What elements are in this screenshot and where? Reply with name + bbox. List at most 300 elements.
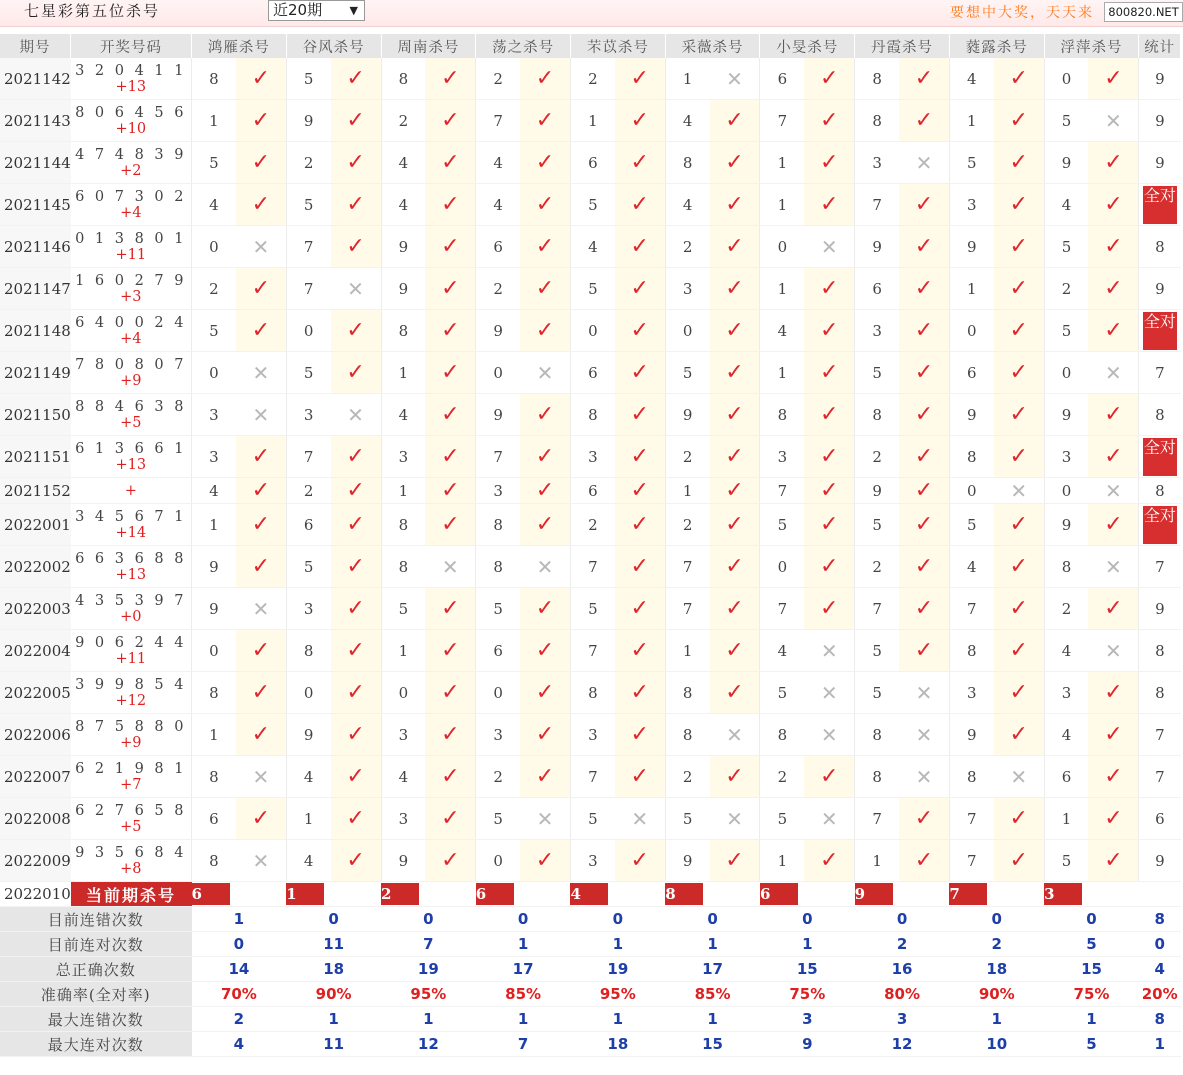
issue-number: 2022006	[0, 714, 71, 756]
check-icon: ✓	[425, 672, 475, 714]
summary-value: 75%	[1044, 982, 1139, 1007]
all-correct-badge: 全对	[1143, 186, 1177, 224]
check-icon: ✓	[804, 504, 854, 546]
kill-number: 0	[192, 226, 236, 268]
summary-row	[0, 1007, 1181, 1032]
page-title: 七星彩第五位杀号	[24, 2, 161, 20]
issue-number: 2022007	[0, 756, 71, 798]
cross-icon: ✕	[1088, 630, 1138, 672]
cross-icon: ✕	[899, 756, 949, 798]
draw-sum: +9	[120, 372, 142, 389]
summary-value: 3	[855, 1007, 950, 1032]
check-icon: ✓	[899, 588, 949, 630]
draw-digits: 6 0 7 3 0 2	[75, 188, 187, 205]
check-icon: ✓	[899, 436, 949, 478]
kill-number: 0	[476, 840, 520, 882]
summary-value: 0	[665, 907, 760, 932]
kill-number: 7	[855, 184, 899, 226]
check-icon: ✓	[994, 184, 1044, 226]
kill-number: 6	[570, 478, 614, 504]
draw-digits: 4 3 5 3 9 7	[75, 592, 187, 609]
check-icon: ✓	[804, 478, 854, 504]
kill-number: 8	[760, 714, 804, 756]
kill-number: 3	[855, 310, 899, 352]
check-icon: ✓	[331, 630, 381, 672]
kill-number: 0	[1044, 478, 1088, 504]
kill-number: 2	[1044, 268, 1088, 310]
kill-number: 5	[286, 546, 330, 588]
table-row	[0, 58, 1181, 100]
summary-label: 总正确次数	[0, 957, 192, 982]
current-pick-cell	[949, 882, 993, 907]
cross-icon: ✕	[994, 478, 1044, 504]
kill-number: 4	[665, 100, 709, 142]
spacer-cell	[804, 882, 854, 907]
summary-value: 18	[286, 957, 381, 982]
draw-numbers	[71, 546, 192, 588]
kill-number: 6	[476, 226, 520, 268]
check-icon: ✓	[615, 352, 665, 394]
draw-numbers	[71, 798, 192, 840]
current-label: 当前期杀号	[71, 882, 192, 907]
summary-value: 12	[381, 1032, 476, 1057]
kill-number: 8	[949, 756, 993, 798]
row-stat: 8	[1139, 630, 1181, 672]
kill-number: 9	[665, 394, 709, 436]
kill-number: 0	[286, 672, 330, 714]
table-row	[0, 394, 1181, 436]
draw-digits: 3 9 9 8 5 4	[75, 676, 187, 693]
check-icon: ✓	[615, 714, 665, 756]
kill-number: 6	[570, 352, 614, 394]
kill-number: 8	[381, 546, 425, 588]
summary-stat: 20%	[1139, 982, 1181, 1007]
issue-number: 2022001	[0, 504, 71, 546]
check-icon: ✓	[331, 352, 381, 394]
check-icon: ✓	[425, 142, 475, 184]
draw-sum: +0	[120, 608, 142, 625]
summary-value: 85%	[476, 982, 571, 1007]
table-row	[0, 546, 1181, 588]
kill-number: 4	[760, 630, 804, 672]
slogan-banner[interactable]: 要想中大奖，天天来	[950, 5, 1094, 21]
draw-digits: 8 7 5 8 8 0	[75, 718, 187, 735]
check-icon: ✓	[520, 478, 570, 504]
check-icon: ✓	[331, 588, 381, 630]
cross-icon: ✕	[804, 226, 854, 268]
kill-number: 1	[381, 478, 425, 504]
summary-value: 85%	[665, 982, 760, 1007]
check-icon: ✓	[994, 226, 1044, 268]
kill-number: 5	[949, 504, 993, 546]
check-icon: ✓	[1088, 672, 1138, 714]
issue-number: 2021148	[0, 310, 71, 352]
kill-number: 8	[855, 58, 899, 100]
summary-stat: 4	[1139, 957, 1181, 982]
draw-numbers	[71, 352, 192, 394]
check-icon: ✓	[331, 100, 381, 142]
kill-number: 2	[286, 142, 330, 184]
current-pick-cell	[665, 882, 709, 907]
check-icon: ✓	[236, 798, 286, 840]
kill-number: 1	[1044, 798, 1088, 840]
check-icon: ✓	[994, 798, 1044, 840]
cross-icon: ✕	[236, 226, 286, 268]
check-icon: ✓	[331, 184, 381, 226]
check-icon: ✓	[1088, 226, 1138, 268]
kill-number: 8	[476, 504, 520, 546]
kill-number: 5	[192, 142, 236, 184]
check-icon: ✓	[520, 714, 570, 756]
draw-numbers	[71, 310, 192, 352]
check-icon: ✓	[710, 394, 760, 436]
check-icon: ✓	[804, 310, 854, 352]
cross-icon: ✕	[994, 756, 1044, 798]
kill-number: 9	[286, 714, 330, 756]
kill-number: 5	[665, 352, 709, 394]
current-pick-cell	[476, 882, 520, 907]
kill-number: 0	[1044, 58, 1088, 100]
check-icon: ✓	[331, 142, 381, 184]
kill-number: 7	[476, 100, 520, 142]
draw-sum: +11	[115, 246, 147, 263]
draw-digits: 6 4 0 0 2 4	[75, 314, 187, 331]
check-icon: ✓	[1088, 310, 1138, 352]
chevron-down-icon: ▼	[349, 4, 358, 17]
check-icon: ✓	[520, 394, 570, 436]
summary-value: 2	[855, 932, 950, 957]
kill-number: 0	[476, 352, 520, 394]
kill-number: 5	[1044, 226, 1088, 268]
summary-value: 1	[476, 932, 571, 957]
kill-number: 4	[949, 58, 993, 100]
summary-value: 0	[570, 907, 665, 932]
check-icon: ✓	[236, 672, 286, 714]
summary-value: 0	[760, 907, 855, 932]
check-icon: ✓	[520, 588, 570, 630]
kill-number: 5	[570, 798, 614, 840]
issue-number: 2021152	[0, 478, 71, 504]
kill-number: 7	[570, 756, 614, 798]
col-header-expert: 浮萍杀号	[1044, 34, 1139, 58]
check-icon: ✓	[710, 546, 760, 588]
kill-number: 7	[570, 546, 614, 588]
current-pick-cell	[760, 882, 804, 907]
kill-number: 1	[570, 100, 614, 142]
check-icon: ✓	[804, 100, 854, 142]
check-icon: ✓	[994, 504, 1044, 546]
cross-icon: ✕	[1088, 352, 1138, 394]
kill-number: 3	[286, 394, 330, 436]
row-stat	[1139, 436, 1181, 478]
kill-number: 4	[381, 756, 425, 798]
kill-number: 5	[476, 798, 520, 840]
kill-number: 3	[665, 268, 709, 310]
draw-digits: 6 1 3 6 6 1	[75, 440, 187, 457]
kill-number: 8	[949, 630, 993, 672]
kill-number: 2	[1044, 588, 1088, 630]
draw-sum: +	[124, 482, 137, 499]
current-kill-number: 6	[760, 883, 798, 905]
check-icon: ✓	[615, 394, 665, 436]
kill-number: 5	[1044, 100, 1088, 142]
check-icon: ✓	[899, 100, 949, 142]
kill-number: 5	[286, 184, 330, 226]
draw-sum: +4	[120, 330, 142, 347]
check-icon: ✓	[236, 546, 286, 588]
kill-number: 7	[949, 840, 993, 882]
draw-numbers	[71, 184, 192, 226]
summary-value: 70%	[192, 982, 287, 1007]
kill-number: 6	[570, 142, 614, 184]
kill-number: 0	[665, 310, 709, 352]
kill-number: 9	[949, 394, 993, 436]
check-icon: ✓	[425, 394, 475, 436]
kill-number: 7	[760, 588, 804, 630]
top-bar	[0, 0, 1183, 27]
cross-icon: ✕	[236, 588, 286, 630]
table-header	[0, 34, 1181, 58]
kill-number: 0	[949, 478, 993, 504]
kill-number: 8	[381, 58, 425, 100]
current-pick-cell	[381, 882, 425, 907]
check-icon: ✓	[994, 546, 1044, 588]
check-icon: ✓	[425, 226, 475, 268]
summary-value: 95%	[381, 982, 476, 1007]
kill-number: 3	[1044, 672, 1088, 714]
check-icon: ✓	[520, 268, 570, 310]
check-icon: ✓	[425, 436, 475, 478]
check-icon: ✓	[520, 840, 570, 882]
kill-number: 0	[760, 546, 804, 588]
check-icon: ✓	[804, 352, 854, 394]
all-correct-badge: 全对	[1143, 438, 1177, 476]
col-header-expert: 谷风杀号	[286, 34, 381, 58]
cross-icon: ✕	[804, 630, 854, 672]
current-kill-number: 7	[949, 883, 987, 905]
row-stat	[1139, 504, 1181, 546]
check-icon: ✓	[615, 588, 665, 630]
kill-number: 1	[665, 478, 709, 504]
summary-value: 1	[665, 1007, 760, 1032]
kill-number: 5	[570, 588, 614, 630]
col-header-expert: 采薇杀号	[665, 34, 760, 58]
draw-sum: +5	[120, 414, 142, 431]
kill-number: 1	[286, 798, 330, 840]
table-row	[0, 226, 1181, 268]
period-select[interactable]	[268, 0, 365, 21]
check-icon: ✓	[425, 352, 475, 394]
check-icon: ✓	[1088, 142, 1138, 184]
kill-number: 7	[286, 226, 330, 268]
check-icon: ✓	[615, 478, 665, 504]
check-icon: ✓	[615, 756, 665, 798]
check-icon: ✓	[615, 310, 665, 352]
spacer-cell	[1088, 882, 1138, 907]
row-stat: 9	[1139, 58, 1181, 100]
table-row	[0, 588, 1181, 630]
kill-number: 6	[286, 504, 330, 546]
issue-number: 2021144	[0, 142, 71, 184]
cross-icon: ✕	[804, 672, 854, 714]
check-icon: ✓	[899, 630, 949, 672]
summary-value: 1	[476, 1007, 571, 1032]
check-icon: ✓	[425, 840, 475, 882]
check-icon: ✓	[899, 504, 949, 546]
kill-number: 8	[381, 504, 425, 546]
check-icon: ✓	[994, 100, 1044, 142]
kill-number: 8	[570, 394, 614, 436]
summary-value: 1	[570, 932, 665, 957]
kill-number: 7	[286, 268, 330, 310]
kill-number: 4	[1044, 184, 1088, 226]
check-icon: ✓	[1088, 714, 1138, 756]
summary-value: 1	[286, 1007, 381, 1032]
summary-stat: 8	[1139, 1007, 1181, 1032]
kill-number: 4	[381, 394, 425, 436]
kill-number: 1	[192, 504, 236, 546]
kill-number: 2	[476, 756, 520, 798]
check-icon: ✓	[710, 478, 760, 504]
kill-number: 8	[949, 436, 993, 478]
check-icon: ✓	[425, 588, 475, 630]
cross-icon: ✕	[899, 672, 949, 714]
kill-number: 0	[1044, 352, 1088, 394]
kill-number: 1	[665, 630, 709, 672]
summary-row	[0, 957, 1181, 982]
kill-number: 7	[665, 546, 709, 588]
check-icon: ✓	[236, 630, 286, 672]
kill-number: 8	[855, 714, 899, 756]
table-row	[0, 268, 1181, 310]
check-icon: ✓	[994, 436, 1044, 478]
check-icon: ✓	[520, 58, 570, 100]
cross-icon: ✕	[236, 394, 286, 436]
draw-digits: 0 1 3 8 0 1	[75, 230, 187, 247]
draw-sum: +11	[115, 650, 147, 667]
kill-number: 9	[949, 714, 993, 756]
check-icon: ✓	[331, 714, 381, 756]
summary-value: 75%	[760, 982, 855, 1007]
current-pick-cell	[570, 882, 614, 907]
check-icon: ✓	[615, 672, 665, 714]
issue-number: 2021151	[0, 436, 71, 478]
check-icon: ✓	[994, 630, 1044, 672]
kill-number: 9	[855, 226, 899, 268]
kill-number: 3	[570, 840, 614, 882]
draw-digits: 3 2 0 4 1 1	[75, 62, 187, 79]
check-icon: ✓	[1088, 504, 1138, 546]
kill-number: 8	[192, 840, 236, 882]
kill-number: 1	[192, 100, 236, 142]
kill-number: 1	[855, 840, 899, 882]
kill-number: 7	[949, 588, 993, 630]
check-icon: ✓	[994, 268, 1044, 310]
check-icon: ✓	[710, 504, 760, 546]
kill-number: 2	[665, 436, 709, 478]
kill-number: 2	[760, 756, 804, 798]
kill-number: 4	[476, 142, 520, 184]
kill-number: 2	[476, 268, 520, 310]
kill-number: 5	[192, 310, 236, 352]
summary-value: 0	[192, 932, 287, 957]
check-icon: ✓	[899, 840, 949, 882]
kill-number: 4	[192, 478, 236, 504]
check-icon: ✓	[804, 840, 854, 882]
draw-sum: +5	[120, 818, 142, 835]
check-icon: ✓	[710, 840, 760, 882]
kill-number: 4	[665, 184, 709, 226]
summary-value: 90%	[286, 982, 381, 1007]
summary-value: 7	[476, 1032, 571, 1057]
kill-number: 9	[381, 226, 425, 268]
kill-number: 1	[381, 630, 425, 672]
col-header-draw: 开奖号码	[71, 34, 192, 58]
kill-number: 4	[286, 756, 330, 798]
issue-number: 2021147	[0, 268, 71, 310]
spacer-cell	[331, 882, 381, 907]
summary-value: 12	[855, 1032, 950, 1057]
draw-digits: 3 4 5 6 7 1	[75, 508, 187, 525]
check-icon: ✓	[236, 142, 286, 184]
draw-sum: +14	[115, 524, 147, 541]
kill-number: 7	[855, 588, 899, 630]
table-row	[0, 504, 1181, 546]
check-icon: ✓	[710, 352, 760, 394]
kill-number: 8	[665, 672, 709, 714]
check-icon: ✓	[615, 58, 665, 100]
kill-number: 9	[1044, 504, 1088, 546]
check-icon: ✓	[710, 756, 760, 798]
spacer-cell	[236, 882, 286, 907]
check-icon: ✓	[615, 546, 665, 588]
cross-icon: ✕	[710, 58, 760, 100]
summary-value: 1	[381, 1007, 476, 1032]
kill-number: 3	[1044, 436, 1088, 478]
draw-numbers	[71, 100, 192, 142]
kill-number: 8	[855, 394, 899, 436]
check-icon: ✓	[425, 268, 475, 310]
kill-number: 7	[665, 588, 709, 630]
kill-number: 4	[1044, 714, 1088, 756]
col-header-expert: 丹霞杀号	[855, 34, 950, 58]
kill-number: 7	[476, 436, 520, 478]
check-icon: ✓	[710, 436, 760, 478]
check-icon: ✓	[520, 100, 570, 142]
kill-number: 1	[760, 352, 804, 394]
site-badge[interactable]: 800820.NET	[1104, 2, 1183, 22]
kill-number: 4	[192, 184, 236, 226]
summary-value: 18	[949, 957, 1044, 982]
kill-number: 8	[192, 756, 236, 798]
check-icon: ✓	[804, 546, 854, 588]
kill-number: 7	[855, 798, 899, 840]
check-icon: ✓	[236, 100, 286, 142]
check-icon: ✓	[994, 588, 1044, 630]
summary-value: 15	[760, 957, 855, 982]
kill-number: 5	[286, 352, 330, 394]
check-icon: ✓	[899, 310, 949, 352]
draw-numbers	[71, 588, 192, 630]
draw-numbers	[71, 756, 192, 798]
kill-number: 9	[381, 268, 425, 310]
check-icon: ✓	[615, 436, 665, 478]
table-row	[0, 436, 1181, 478]
check-icon: ✓	[710, 142, 760, 184]
cross-icon: ✕	[331, 268, 381, 310]
check-icon: ✓	[1088, 756, 1138, 798]
kill-number: 6	[1044, 756, 1088, 798]
